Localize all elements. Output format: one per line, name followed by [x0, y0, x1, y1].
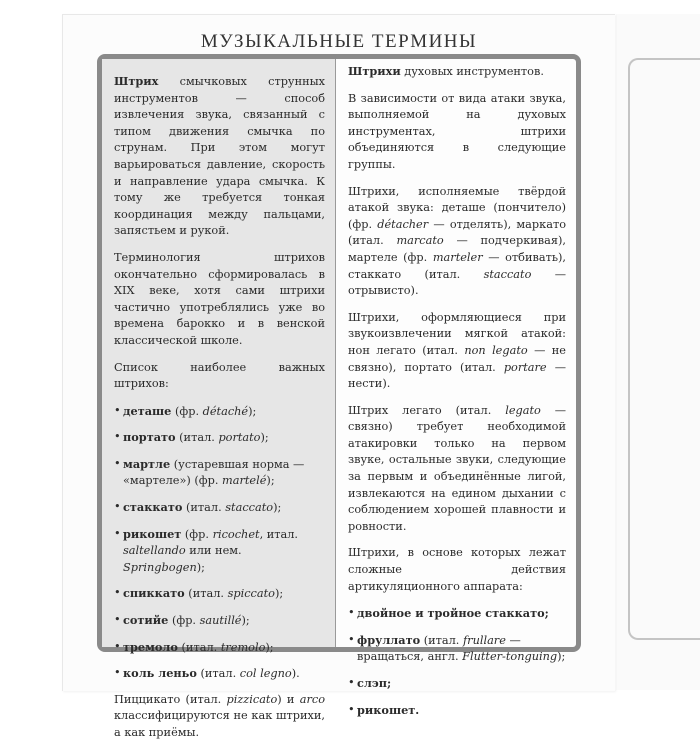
- list-item: [348, 605, 566, 623]
- bullet: •: [114, 666, 121, 680]
- intro-text: смычковых струнных инструментов — способ извлечения звука, связанный с типом движения смычка по струнам. При этом могут варьироваться давление, скорость и направление удара смычка. К тому же требуется тонкая координация между пальцами, запястьем и рукой.: [114, 75, 325, 238]
- item-text: (итал.: [182, 501, 226, 515]
- item-text: );: [241, 614, 250, 628]
- right-paragraph-4: [348, 403, 566, 536]
- bullet: •: [114, 586, 121, 600]
- list-item: [114, 665, 325, 683]
- item-foreign: sautillé: [199, 614, 242, 628]
- bullet: •: [348, 702, 355, 716]
- outro-text: Пиццикато (итал.: [114, 692, 227, 706]
- item-text: );: [274, 587, 284, 601]
- list-item: [348, 632, 566, 666]
- left-column: [102, 59, 335, 739]
- item-text: (итал.: [177, 640, 221, 654]
- p2-text: — подчеркивая), мартеле (фр.: [348, 234, 567, 264]
- history-paragraph: Терминология штрихов окончательно сформировалась в XIX веке, хотя сами штрихи частично употреблялись уже во времена барокко и в венской классической школе.: [114, 250, 325, 347]
- bullet: •: [114, 500, 121, 514]
- item-text: );: [557, 650, 566, 664]
- item-term: рикошет.: [357, 702, 420, 717]
- right-column: [336, 59, 576, 717]
- p3-text: Штрихи, оформляющиеся при звукоизвлечении мягкой атакой: нон легато (итал.: [348, 310, 566, 357]
- bullet: •: [114, 403, 121, 417]
- item-text: );: [260, 431, 269, 445]
- string-strokes-list: [114, 403, 325, 683]
- list-item: [114, 403, 325, 421]
- right-paragraph-1: В зависимости от вида атаки звука, выполняемой на духовых инструментах, штрихи объединяются в следующие группы.: [348, 91, 566, 171]
- item-text: (итал.: [184, 587, 228, 601]
- list-item: [348, 675, 566, 693]
- item-text: (фр.: [181, 527, 213, 541]
- item-term: стаккато: [123, 500, 183, 515]
- item-text: );: [196, 560, 205, 574]
- outro-text: ) и: [277, 692, 300, 706]
- heading-text: духовых инструментов.: [400, 65, 544, 78]
- p3-foreign: non legato: [464, 343, 528, 357]
- list-item: [114, 585, 325, 603]
- page-title: МУЗЫКАЛЬНЫЕ ТЕРМИНЫ: [200, 31, 478, 52]
- item-foreign: Flutter-tonguing: [462, 650, 558, 664]
- item-text: );: [248, 404, 257, 418]
- list-title: Список наиболее важных штрихов:: [114, 360, 325, 391]
- outro-foreign: pizzicato: [226, 692, 278, 706]
- bullet: •: [348, 606, 355, 620]
- list-item: [348, 702, 566, 720]
- wind-strokes-list: [348, 605, 566, 719]
- item-term: спиккато: [123, 586, 185, 601]
- item-text: (фр.: [171, 404, 203, 418]
- item-text: );: [273, 501, 282, 515]
- item-text: ).: [291, 667, 300, 681]
- intro-term: Штрих: [114, 74, 159, 88]
- item-term: мартле: [123, 456, 171, 471]
- item-foreign: frullare: [462, 633, 506, 647]
- bullet: •: [114, 526, 121, 540]
- item-foreign: col legno: [239, 667, 292, 681]
- book-page: [62, 14, 615, 739]
- item-foreign: staccato: [225, 501, 274, 515]
- item-term: портато: [123, 430, 176, 445]
- p4-text: — связно) требует необходимой атакировки только на первом звуке, остальные звуки, следующие за первым и объединённые лигой, извлекаются на едином дыхании с соблюдением хорошей плавности и ровности.: [348, 403, 566, 533]
- item-text: (итал.: [196, 667, 240, 681]
- list-item: [114, 612, 325, 630]
- item-term: двойное и тройное стаккато;: [357, 606, 549, 621]
- intro-paragraph: [114, 73, 325, 240]
- p4-text: Штрих легато (итал.: [348, 403, 506, 417]
- p2-foreign: détacher: [377, 217, 429, 231]
- item-text: , итал.: [259, 527, 299, 541]
- right-paragraph-5: Штрихи, в основе которых лежат сложные действия артикуляционного аппарата:: [348, 546, 566, 593]
- item-term: сотийе: [123, 613, 169, 628]
- list-item: [114, 499, 325, 517]
- item-text: или нем.: [185, 544, 242, 558]
- p2-foreign: marcato: [396, 234, 444, 248]
- item-foreign: portato: [218, 431, 261, 445]
- p2-text: Штрихи, исполняемые твёрдой атакой звука: деташе (пончитело) (фр.: [348, 184, 566, 231]
- item-text: (фр.: [168, 614, 200, 628]
- list-item: [114, 456, 325, 490]
- bullet: •: [114, 613, 121, 627]
- item-text: — вращаться, англ.: [357, 633, 521, 664]
- outro-paragraph: [114, 692, 325, 742]
- p2-foreign: marteler: [432, 250, 483, 264]
- list-item: [114, 526, 325, 577]
- p2-text: — отбивать), стаккато (итал.: [348, 250, 567, 281]
- heading-term: Штрихи: [348, 64, 401, 78]
- outro-foreign: arco: [299, 692, 325, 706]
- item-foreign: détaché: [202, 404, 249, 418]
- p2-text: — отрывисто).: [348, 267, 566, 298]
- item-foreign: martelé: [222, 474, 267, 488]
- list-item: [114, 639, 325, 657]
- bullet: •: [114, 639, 121, 653]
- item-term: рикошет: [123, 526, 182, 541]
- item-term: деташе: [123, 403, 172, 418]
- right-heading: [348, 63, 566, 81]
- bullet: •: [114, 430, 121, 444]
- item-text: );: [265, 640, 274, 654]
- item-foreign: ricochet: [212, 527, 260, 541]
- p3-foreign: portare: [503, 360, 547, 374]
- bullet: •: [348, 632, 355, 646]
- outro-text: классифицируются не как штрихи, а как приёмы.: [114, 709, 325, 739]
- p2-text: — отделять), маркато (итал.: [348, 217, 566, 248]
- item-text: (устаревшая норма — «мартеле») (фр.: [123, 457, 305, 488]
- p3-text: — нести).: [348, 360, 566, 391]
- bullet: •: [348, 676, 355, 689]
- next-page-frame: [628, 58, 700, 640]
- item-term: фруллато: [357, 632, 421, 647]
- p4-foreign: legato: [505, 403, 541, 417]
- item-term: тремоло: [123, 639, 178, 654]
- p2-foreign: staccato: [483, 267, 532, 281]
- right-paragraph-2: [348, 184, 566, 300]
- item-foreign: tremolo: [220, 640, 266, 654]
- p3-text: — не связно), портато (итал.: [348, 343, 566, 374]
- item-text: (итал.: [175, 431, 219, 445]
- content-frame: [97, 54, 581, 739]
- item-foreign: spiccato: [227, 587, 275, 601]
- list-item: [114, 429, 325, 447]
- item-text: (итал.: [420, 633, 463, 647]
- right-paragraph-3: [348, 310, 566, 393]
- item-term: коль леньо: [123, 666, 197, 681]
- item-foreign: Springbogen: [123, 560, 197, 574]
- item-text: );: [266, 474, 275, 488]
- bullet: •: [114, 456, 121, 470]
- item-term: слэп;: [357, 676, 392, 690]
- item-foreign: saltellando: [123, 544, 186, 558]
